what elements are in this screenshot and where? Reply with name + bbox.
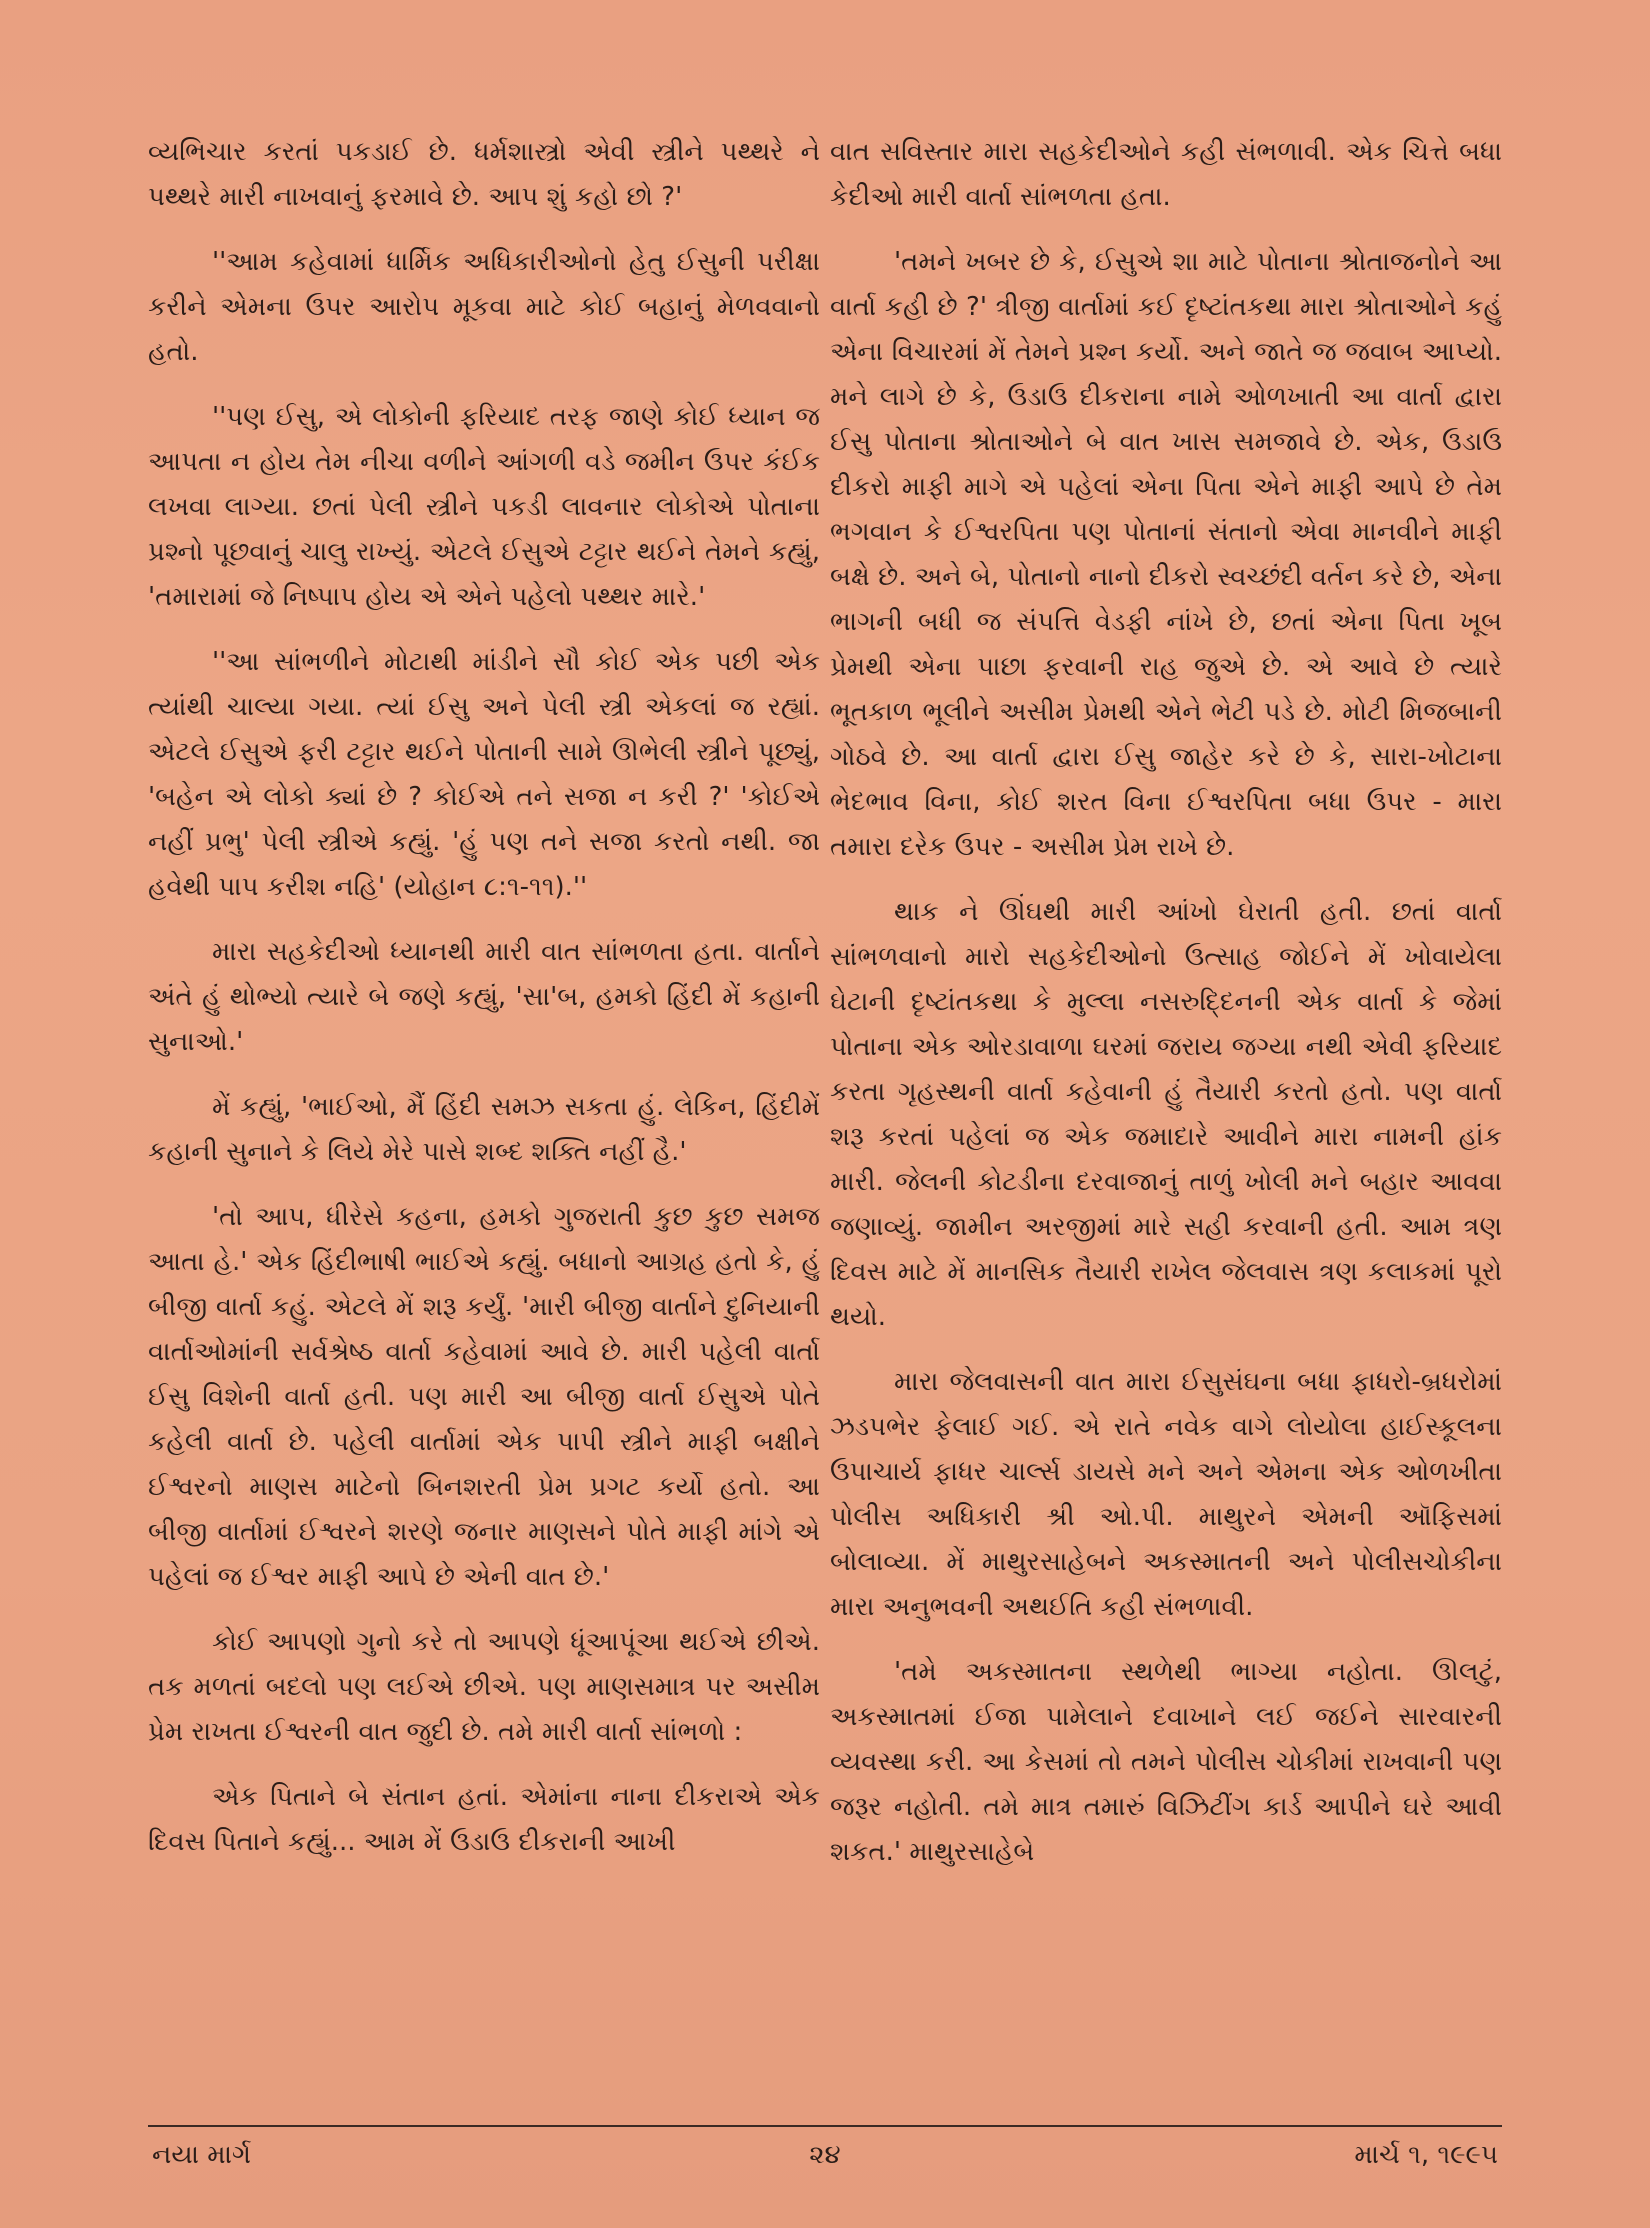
paragraph: 'તમે અકસ્માતના સ્થળેથી ભાગ્યા નહોતા. ઊલટું, અકસ્માતમાં ઈજા પામેલાને દવાખાને લઈ જઈને સારવારની વ્યવસ્થા કરી. આ કેસમાં તો તમને પોલીસ ચોકીમાં રાખવાની પણ જરૂર નહોતી. તમે માત્ર તમારું વિઝિટીંગ કાર્ડ આપીને ઘરે આવી શકત.' માથુરસાહેબે [830, 1657, 1502, 1867]
paragraph: ''આમ કહેવામાં ધાર્મિક અધિકારીઓનો હેતુ ઈસુની પરીક્ષા કરીને એમના ઉપર આરોપ મૂકવા માટે કોઈ બહાનું મેળવવાનો હતો. [148, 247, 820, 367]
publication-name: નયા માર્ગ [152, 2140, 252, 2170]
page-number: ૨૪ [809, 2140, 841, 2170]
paragraph: મારા જેલવાસની વાત મારા ઈસુસંઘના બધા ફાધરો-બ્રધરોમાં ઝડપભેર ફેલાઈ ગઈ. એ રાતે નવેક વાગે લોયોલા હાઈસ્કૂલના ઉપાચાર્ય ફાધર ચાર્લ્સ ડાયસે મને અને એમના એક ઓળખીતા પોલીસ અધિકારી શ્રી ઓ.પી. માથુરને એમની ઑફિસમાં બોલાવ્યા. મેં માથુરસાહેબને અકસ્માતની અને પોલીસચોકીના મારા અનુભવની અથઈતિ કહી સંભળાવી. [830, 1367, 1502, 1622]
paragraph: કોઈ આપણો ગુનો કરે તો આપણે ધૂંઆપૂંઆ થઈએ છીએ. તક મળતાં બદલો પણ લઈએ છીએ. પણ માણસમાત્ર પર અસીમ પ્રેમ રાખતા ઈશ્વરની વાત જુદી છે. તમે મારી વાર્તા સાંભળો : [148, 1627, 820, 1747]
paragraph: થાક ને ઊંઘથી મારી આંખો ઘેરાતી હતી. છતાં વાર્તા સાંભળવાનો મારો સહકેદીઓનો ઉત્સાહ જોઈને મેં ખોવાયેલા ઘેટાની દૃષ્ટાંતકથા કે મુલ્લા નસરુદ્દિનની એક વાર્તા કે જેમાં પોતાના એક ઓરડાવાળા ઘરમાં જરાય જગ્યા નથી એવી ફરિયાદ કરતા ગૃહસ્થની વાર્તા કહેવાની હું તૈયારી કરતો હતો. પણ વાર્તા શરૂ કરતાં પહેલાં જ એક જમાદારે આવીને મારા નામની હાંક મારી. જેલની કોટડીના દરવાજાનું તાળું ખોલી મને બહાર આવવા જણાવ્યું. જામીન અરજીમાં મારે સહી કરવાની હતી. આમ ત્રણ દિવસ માટે મેં માનસિક તૈયારી રાખેલ જેલવાસ ત્રણ કલાકમાં પૂરો થયો. [830, 897, 1502, 1332]
left-column [148, 130, 820, 1885]
paragraph: 'તમને ખબર છે કે, ઈસુએ શા માટે પોતાના શ્રોતાજનોને આ વાર્તા કહી છે ?' ત્રીજી વાર્તામાં કઈ દૃષ્ટાંતકથા મારા શ્રોતાઓને કહું એના વિચારમાં મેં તેમને પ્રશ્ન કર્યો. અને જાતે જ જવાબ આપ્યો. મને લાગે છે કે, ઉડાઉ દીકરાના નામે ઓળખાતી આ વાર્તા દ્વારા ઈસુ પોતાના શ્રોતાઓને બે વાત ખાસ સમજાવે છે. એક, ઉડાઉ દીકરો માફી માગે એ પહેલાં એના પિતા એને માફી આપે છે તેમ ભગવાન કે ઈશ્વરપિતા પણ પોતાનાં સંતાનો એવા માનવીને માફી બક્ષે છે. અને બે, પોતાનો નાનો દીકરો સ્વચ્છંદી વર્તન કરે છે, એના ભાગની બધી જ સંપત્તિ વેડફી નાંખે છે, છતાં એના પિતા ખૂબ પ્રેમથી એના પાછા ફરવાની રાહ જુએ છે. એ આવે છે ત્યારે ભૂતકાળ ભૂલીને અસીમ પ્રેમથી એને ભેટી પડે છે. મોટી મિજબાની ગોઠવે છે. આ વાર્તા દ્વારા ઈસુ જાહેર કરે છે કે, સારા-ખોટાના ભેદભાવ વિના, કોઈ શરત વિના ઈશ્વરપિતા બધા ઉપર - મારા તમારા દરેક ઉપર - અસીમ પ્રેમ રાખે છે. [830, 247, 1502, 862]
paragraph: મારા સહકેદીઓ ધ્યાનથી મારી વાત સાંભળતા હતા. વાર્તાને અંતે હું થોભ્યો ત્યારે બે જણે કહ્યું, 'સા'બ, હમકો હિંદી મેં કહાની સુનાઓ.' [148, 937, 820, 1057]
paragraph: એક પિતાને બે સંતાન હતાં. એમાંના નાના દીકરાએ એક દિવસ પિતાને કહ્યું... આમ મેં ઉડાઉ દીકરાની આખી [148, 1782, 820, 1857]
issue-date: માર્ચ ૧, ૧૯૯૫ [1354, 2140, 1498, 2170]
paragraph: વ્યભિચાર કરતાં પકડાઈ છે. ધર્મશાસ્ત્રો એવી સ્ત્રીને પથ્થરે ને પથ્થરે મારી નાખવાનું ફરમાવે છે. આપ શું કહો છો ?' [148, 137, 820, 212]
paragraph: મેં કહ્યું, 'ભાઈઓ, મૈં હિંદી સમઝ સકતા હું. લેકિન, હિંદીમેં કહાની સુનાને કે લિયે મેરે પાસે શબ્દ શક્તિ નહીં હૈ.' [148, 1092, 820, 1167]
paragraph: ''આ સાંભળીને મોટાથી માંડીને સૌ કોઈ એક પછી એક ત્યાંથી ચાલ્યા ગયા. ત્યાં ઈસુ અને પેલી સ્ત્રી એકલાં જ રહ્યાં. એટલે ઈસુએ ફરી ટટ્ટાર થઈને પોતાની સામે ઊભેલી સ્ત્રીને પૂછ્યું, 'બહેન એ લોકો ક્યાં છે ? કોઈએ તને સજા ન કરી ?' 'કોઈએ નહીં પ્રભુ' પેલી સ્ત્રીએ કહ્યું. 'હું પણ તને સજા કરતો નથી. જા હવેથી પાપ કરીશ નહિ' (યોહાન ૮:૧-૧૧).'' [148, 647, 820, 902]
page-footer [148, 2125, 1502, 2171]
right-column [830, 130, 1502, 1895]
paragraph: 'તો આપ, ધીરેસે કહના, હમકો ગુજરાતી કુછ કુછ સમજ આતા હે.' એક હિંદીભાષી ભાઈએ કહ્યું. બધાનો આગ્રહ હતો કે, હું બીજી વાર્તા કહું. એટલે મેં શરૂ કર્યું. 'મારી બીજી વાર્તાને દુનિયાની વાર્તાઓમાંની સર્વશ્રેષ્ઠ વાર્તા કહેવામાં આવે છે. મારી પહેલી વાર્તા ઈસુ વિશેની વાર્તા હતી. પણ મારી આ બીજી વાર્તા ઈસુએ પોતે કહેલી વાર્તા છે. પહેલી વાર્તામાં એક પાપી સ્ત્રીને માફી બક્ષીને ઈશ્વરનો માણસ માટેનો બિનશરતી પ્રેમ પ્રગટ કર્યો હતો. આ બીજી વાર્તામાં ઈશ્વરને શરણે જનાર માણસને પોતે માફી માંગે એ પહેલાં જ ઈશ્વર માફી આપે છે એની વાત છે.' [148, 1202, 820, 1592]
paragraph: ''પણ ઈસુ, એ લોકોની ફરિયાદ તરફ જાણે કોઈ ધ્યાન જ આપતા ન હોય તેમ નીચા વળીને આંગળી વડે જમીન ઉપર કંઈક લખવા લાગ્યા. છતાં પેલી સ્ત્રીને પકડી લાવનાર લોકોએ પોતાના પ્રશ્નો પૂછવાનું ચાલુ રાખ્યું. એટલે ઈસુએ ટટ્ટાર થઈને તેમને કહ્યું, 'તમારામાં જે નિષ્પાપ હોય એ એને પહેલો પથ્થર મારે.' [148, 402, 820, 612]
paragraph: વાત સવિસ્તાર મારા સહકેદીઓને કહી સંભળાવી. એક ચિત્તે બધા કેદીઓ મારી વાર્તા સાંભળતા હતા. [830, 137, 1502, 212]
